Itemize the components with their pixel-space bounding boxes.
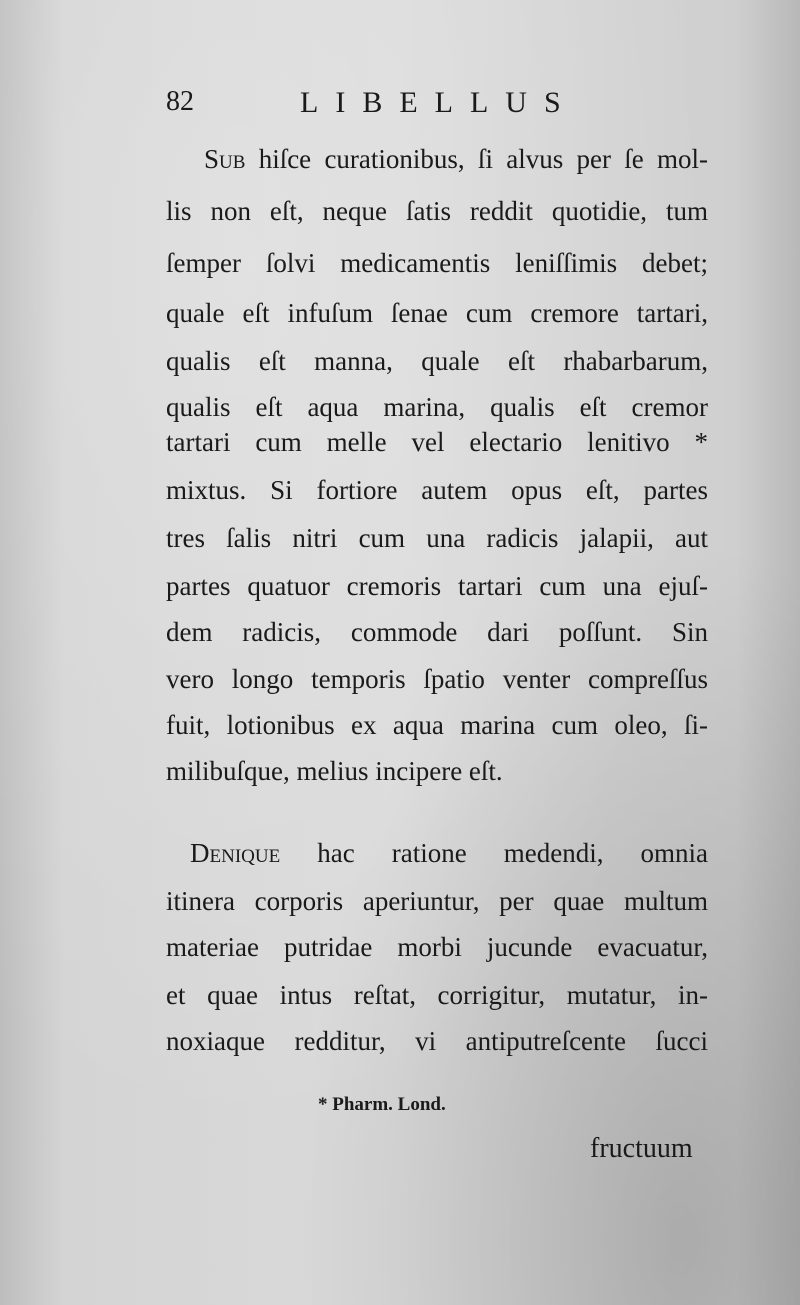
paragraph-line: ſemper ſolvi medicamentis leniſſimis debet;: [166, 248, 708, 278]
paragraph-line: Sub hiſce curationibus, ſi alvus per ſe mol-: [204, 144, 708, 174]
paragraph-line: et quae intus reſtat, corrigitur, mutatur, in-: [166, 980, 708, 1010]
page-number: 82: [166, 86, 194, 117]
paragraph-line: fuit, lotionibus ex aqua marina cum oleo, ſi-: [166, 710, 708, 740]
paragraph-line: quale eſt infuſum ſenae cum cremore tartari,: [166, 298, 708, 328]
paragraph-line: tres ſalis nitri cum una radicis jalapii, aut: [166, 523, 708, 553]
paragraph-line: dem radicis, commode dari poſſunt. Sin: [166, 617, 708, 647]
paragraph-line: milibuſque, melius incipere eſt.: [166, 756, 503, 786]
paragraph-line: materiae putridae morbi jucunde evacuatur,: [166, 932, 708, 962]
paragraph-line: lis non eſt, neque ſatis reddit quotidie, tum: [166, 196, 708, 226]
running-title: LIBELLUS: [300, 86, 578, 119]
paragraph-line: vero longo temporis ſpatio venter compreſſus: [166, 664, 708, 694]
paragraph-line: mixtus. Si fortiore autem opus eſt, partes: [166, 475, 708, 505]
footnote: * Pharm. Lond.: [318, 1094, 446, 1115]
paragraph-line: qualis eſt aqua marina, qualis eſt cremor: [166, 392, 708, 422]
paragraph-line: qualis eſt manna, quale eſt rhabarbarum,: [166, 346, 708, 376]
small-caps-opening-word: Denique: [190, 838, 281, 868]
paragraph-line: noxiaque redditur, vi antiputreſcente ſucci: [166, 1026, 708, 1056]
paragraph-line: itinera corporis aperiuntur, per quae multum: [166, 886, 708, 916]
paragraph-line: Denique hac ratione medendi, omnia: [190, 838, 708, 868]
paragraph-line: partes quatuor cremoris tartari cum una ejuſ-: [166, 571, 708, 601]
running-head: [166, 86, 586, 120]
small-caps-opening-word: Sub: [204, 144, 246, 174]
paragraph-line: tartari cum melle vel electario lenitivo *: [166, 427, 708, 457]
catchword: fructuum: [590, 1133, 693, 1164]
